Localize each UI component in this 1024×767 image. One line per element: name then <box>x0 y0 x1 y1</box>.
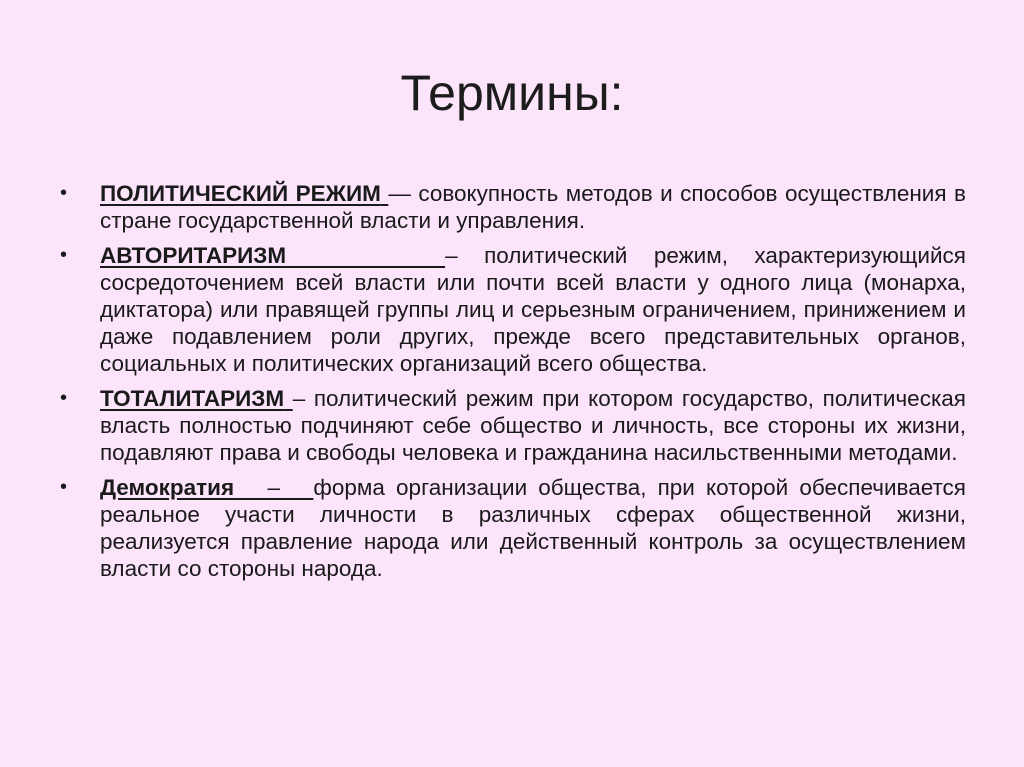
term-heading: ПОЛИТИЧЕСКИЙ РЕЖИМ <box>100 181 381 206</box>
bullet-icon: • <box>60 244 68 266</box>
term-separator: – <box>292 386 314 411</box>
slide-title: Термины: <box>400 65 624 121</box>
term-democracy <box>60 474 966 582</box>
term-definition: политический режим, характеризующийся сосредоточением всей власти или почти всей власти у одного лица (монарха, диктатора) или правящей группы лиц и серьезным ограничением, принижением и даже подавлением роли других, прежде всего представительных органов, социальных и политических организаций всего общества. <box>100 243 966 376</box>
term-political-regime <box>60 180 966 234</box>
term-heading-underline <box>286 243 445 268</box>
term-heading: ТОТАЛИТАРИЗМ <box>100 386 285 411</box>
term-heading: Демократия <box>100 475 235 500</box>
term-separator: – <box>445 243 485 268</box>
bullet-icon: • <box>60 476 68 498</box>
bullet-icon: • <box>60 182 68 204</box>
term-heading-underline: – <box>234 475 314 500</box>
term-totalitarianism <box>60 385 966 466</box>
terms-list <box>60 180 966 590</box>
term-definition: совокупность методов и способов осуществления в стране государственной власти и управления. <box>100 181 966 233</box>
term-definition: политический режим при котором государство, политическая власть полностью подчиняют себе общество и личность, все стороны их жизни, подавляют права и свободы человека и гражданина насильственными методами. <box>100 386 966 465</box>
term-separator: — <box>388 181 419 206</box>
term-heading-underline <box>284 386 293 411</box>
term-authoritarianism <box>60 242 966 377</box>
bullet-icon: • <box>60 387 68 409</box>
term-heading: АВТОРИТАРИЗМ <box>100 243 287 268</box>
term-definition: форма организации общества, при которой обеспечивается реальное участи личности в различных сферах общественной жизни, реализуется правление народа или действенный контроль за осуществлением власти со стороны народа. <box>100 475 966 581</box>
